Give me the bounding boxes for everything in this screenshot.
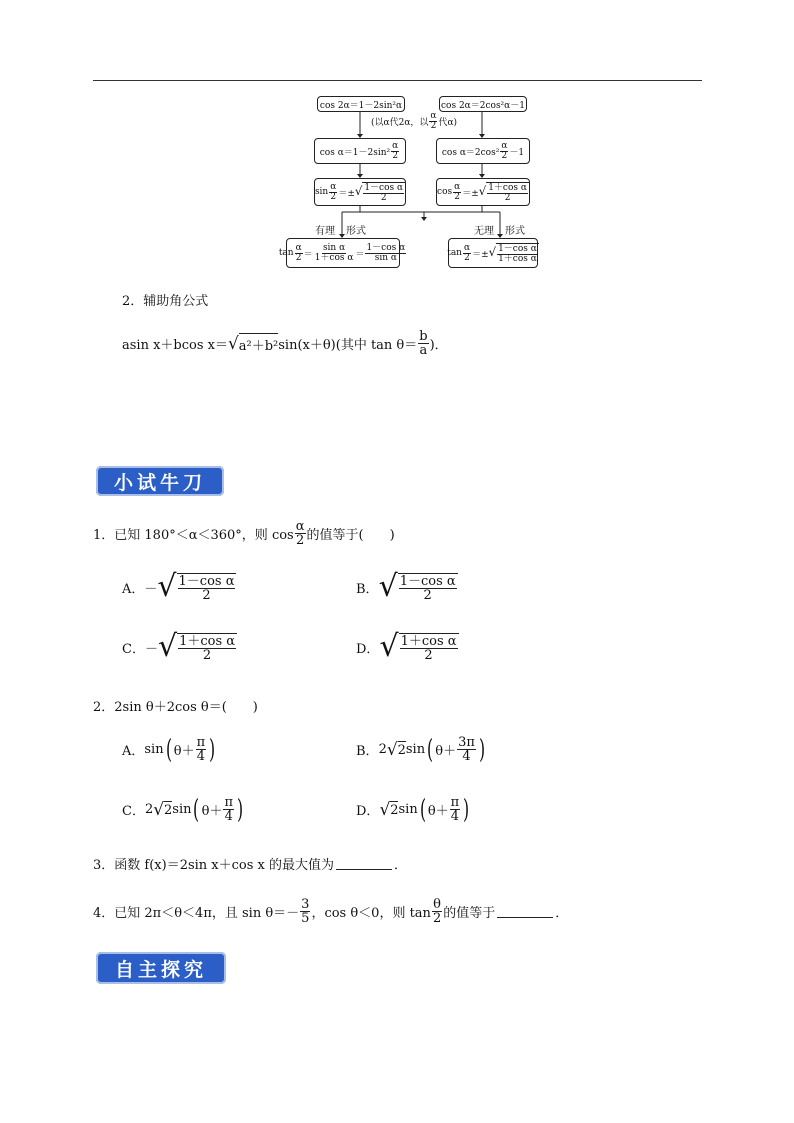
fraction (457, 736, 476, 763)
fraction (196, 736, 207, 763)
q1-option-d[interactable] (356, 629, 459, 664)
numerator: sin α (322, 242, 346, 253)
fraction (391, 142, 399, 161)
option-text: θ＋ (173, 744, 195, 759)
question-text: 的值等于 (443, 906, 496, 921)
question-text: 2．2sin θ＋2cos θ＝( ) (93, 700, 258, 715)
denominator: 4 (462, 749, 471, 764)
formula-text: cos 2α＝2cos²α－1 (441, 100, 525, 111)
fraction (314, 244, 355, 263)
denominator: 4 (196, 749, 205, 764)
formula-text: asin x＋bcos x＝ (122, 338, 228, 353)
option-label: D． (356, 641, 380, 657)
q2-option-b[interactable]: B． 2 √ 2 sin ( θ＋ $\frac{3\pi}{4}$ ) (356, 734, 486, 765)
formula-box-sin-half (314, 178, 406, 206)
fraction (329, 183, 337, 202)
numerator: π (196, 735, 206, 750)
formula-text: cos α＝1－2sin² (319, 147, 391, 158)
option-label: D． (356, 804, 380, 819)
formula-box-cos2a-sin (317, 96, 405, 112)
section-banner-practice (96, 466, 224, 496)
label-irrational (474, 222, 494, 237)
fraction (432, 898, 442, 925)
sqrt: √ $\frac{\text{1＋cos α}}{2}$ (157, 629, 236, 664)
sqrt: √ $\frac{\text{1－cos α}}{2}$ (378, 569, 456, 604)
option-text: sin (144, 742, 164, 757)
q2-option-a[interactable]: A． sin ( θ＋ $\frac{\pi}{4}$ ) (122, 734, 216, 765)
denominator: 2 (295, 252, 302, 263)
numerator: α (501, 140, 508, 151)
denominator: 2 (330, 191, 337, 202)
formula-text: ＝ (303, 249, 313, 260)
formula-text: ＝± (338, 188, 355, 199)
formula-text: )． (429, 338, 448, 353)
banner-text: 自主探究 (114, 958, 207, 981)
denominator: 2 (202, 587, 211, 603)
numerator: α (295, 242, 302, 253)
q1-option-b[interactable] (356, 569, 458, 604)
denominator: 1＋cos α (314, 252, 354, 263)
fraction (295, 520, 306, 547)
fraction (295, 244, 303, 263)
formula-text: ＝ (355, 249, 365, 260)
fraction (178, 635, 236, 662)
sqrt: √ $\frac{\text{1－cos α}}{2}$ (157, 569, 235, 604)
denominator: 2 (424, 647, 433, 663)
formula-box-tan-irrational (448, 238, 538, 268)
sqrt: √ 2 (386, 739, 406, 760)
label-rational (315, 222, 335, 237)
option-text: sin (405, 742, 426, 757)
denominator: 1＋cos α (498, 253, 537, 264)
answer-blank[interactable] (336, 857, 392, 870)
fraction (487, 184, 528, 203)
sqrt: √ $\frac{\text{1＋cos α}}{2}$ (379, 629, 457, 664)
note-prefix: (以α代2α，以 (371, 118, 429, 128)
label-text: 有理 (315, 226, 335, 237)
formula-box-cosa-sin (314, 138, 406, 164)
fraction (500, 142, 508, 161)
numerator: 3 (301, 897, 310, 912)
formula-text: cos α＝2cos² (441, 147, 500, 158)
option-label: C． (122, 804, 145, 819)
sqrt: √ 2 (379, 799, 399, 820)
denominator: 2 (202, 647, 212, 663)
section-title (122, 290, 208, 309)
option-label: B． (356, 744, 379, 759)
note-suffix: 代α) (438, 118, 458, 128)
option-text: 2 (144, 802, 154, 817)
sqrt: √ $\frac{\text{1－cos α}}{2}$ (354, 182, 404, 203)
option-label: B． (356, 581, 379, 597)
radicand: 2 (164, 803, 173, 818)
fraction (178, 575, 236, 602)
formula-text: cos (437, 187, 453, 197)
numerator: α (430, 111, 437, 121)
fraction (453, 183, 461, 202)
question-text: 的值等于( ) (306, 528, 395, 543)
numerator: 1－cos α (178, 573, 235, 589)
option-label: A． (122, 744, 145, 759)
denominator: 4 (450, 809, 460, 824)
denominator: 2 (464, 252, 470, 263)
fraction (418, 330, 428, 357)
option-text: θ＋ (435, 744, 457, 759)
formula-text: cos 2α＝1－2sin²α (319, 100, 403, 111)
q1-option-c[interactable] (122, 629, 237, 664)
denominator: 2 (295, 533, 305, 548)
denominator: 4 (224, 809, 233, 824)
formula-box-tan-rational (278, 238, 406, 268)
question-text: ． (555, 906, 569, 921)
question-text: 1．已知 180°＜α＜360°，则 cos (93, 528, 294, 543)
question-3 (93, 854, 407, 873)
numerator: 1－cos α (366, 242, 406, 253)
question-text: ． (394, 858, 408, 873)
radicand: a²＋b² (239, 333, 279, 354)
fraction (463, 244, 471, 263)
numerator: α (330, 181, 337, 192)
substitution-note (371, 112, 457, 131)
numerator: π (450, 795, 460, 810)
banner-text: 小试牛刀 (113, 471, 206, 494)
denominator: 2 (501, 150, 508, 161)
numerator: α (463, 242, 471, 253)
fraction (223, 796, 234, 823)
denominator: sin α (374, 252, 397, 263)
formula-box-cosa-cos (436, 138, 530, 164)
label-form-right (505, 222, 525, 237)
fraction (365, 244, 406, 263)
formula-text: sin (314, 187, 329, 197)
radicand: 2 (390, 803, 399, 818)
question-text: 3．函数 f(x)＝2sin x＋cos x 的最大值为 (93, 858, 335, 873)
fraction (429, 112, 437, 131)
question-1 (93, 520, 395, 547)
option-text: θ＋ (201, 804, 223, 819)
formula-text: －1 (509, 147, 525, 158)
option-label: A．－ (122, 581, 158, 597)
denominator: 2 (423, 587, 432, 603)
radicand: 2 (397, 743, 406, 758)
numerator: 1＋cos α (179, 633, 236, 649)
numerator: π (224, 795, 234, 810)
numerator: 1－cos α (399, 573, 456, 589)
fraction (363, 184, 404, 203)
formula-box-cos2a-cos (439, 96, 527, 112)
question-text: ，cos θ＜0，则 tan (311, 906, 431, 921)
section-title-text: 2．辅助角公式 (122, 294, 209, 309)
sqrt: √ $\frac{\text{1＋cos α}}{2}$ (478, 182, 527, 203)
q2-option-c[interactable]: C． 2 √ 2 sin ( θ＋ $\frac{\pi}{4}$ ) (122, 794, 244, 825)
formula-text: tan (447, 248, 462, 258)
denominator: 2 (432, 911, 442, 926)
numerator: 1－cos α (364, 182, 404, 193)
question-4 (93, 898, 568, 925)
q2-option-d[interactable]: D． √ 2 sin ( θ＋ $\frac{\pi}{4}$ ) (356, 794, 470, 825)
option-text: sin (398, 802, 418, 817)
formula-text: tan (278, 248, 294, 258)
denominator: 5 (301, 911, 310, 926)
fraction (400, 635, 458, 662)
fraction (450, 796, 461, 823)
denominator: 2 (504, 192, 511, 203)
label-form-left (346, 222, 366, 237)
label-text: 无理 (474, 226, 494, 237)
question-2 (93, 696, 258, 715)
sqrt: √ a²＋b² (227, 333, 279, 354)
sqrt: √ 2 (153, 799, 173, 820)
numerator: b (419, 329, 428, 344)
question-text: 4．已知 2π＜θ＜4π，且 sin θ＝－ (93, 906, 300, 921)
formula-text: ＝± (462, 188, 479, 199)
denominator: a (419, 343, 428, 358)
denominator: 2 (454, 191, 461, 202)
answer-blank[interactable] (497, 905, 553, 918)
numerator: θ (433, 897, 441, 912)
fraction (497, 245, 538, 264)
numerator: 1＋cos α (488, 182, 527, 193)
numerator: α (454, 181, 461, 192)
option-text: θ＋ (427, 804, 449, 819)
q1-option-a[interactable] (122, 569, 236, 604)
numerator: α (295, 519, 305, 534)
label-text: 形式 (505, 226, 525, 237)
numerator: 3π (458, 735, 475, 750)
auxiliary-angle-formula (122, 330, 448, 357)
numerator: 1－cos α (498, 243, 537, 254)
section-banner-explore (96, 952, 226, 984)
formula-text: ＝± (472, 249, 489, 260)
fraction (399, 575, 457, 602)
fraction (300, 898, 310, 925)
sqrt: √ $\frac{\text{1－cos α}}{\text{1＋cos α}}$ (488, 243, 537, 264)
formula-box-cos-half (436, 178, 530, 206)
option-text: sin (172, 802, 192, 817)
option-label: C．－ (122, 641, 158, 657)
numerator: 1＋cos α (400, 633, 457, 649)
numerator: α (392, 140, 399, 151)
denominator: 2 (430, 121, 437, 131)
denominator: 2 (392, 150, 399, 161)
formula-text: sin(x＋θ)(其中 tan θ＝ (278, 338, 418, 353)
denominator: 2 (380, 192, 387, 203)
option-text: 2 (378, 742, 387, 757)
label-text: 形式 (346, 226, 366, 237)
